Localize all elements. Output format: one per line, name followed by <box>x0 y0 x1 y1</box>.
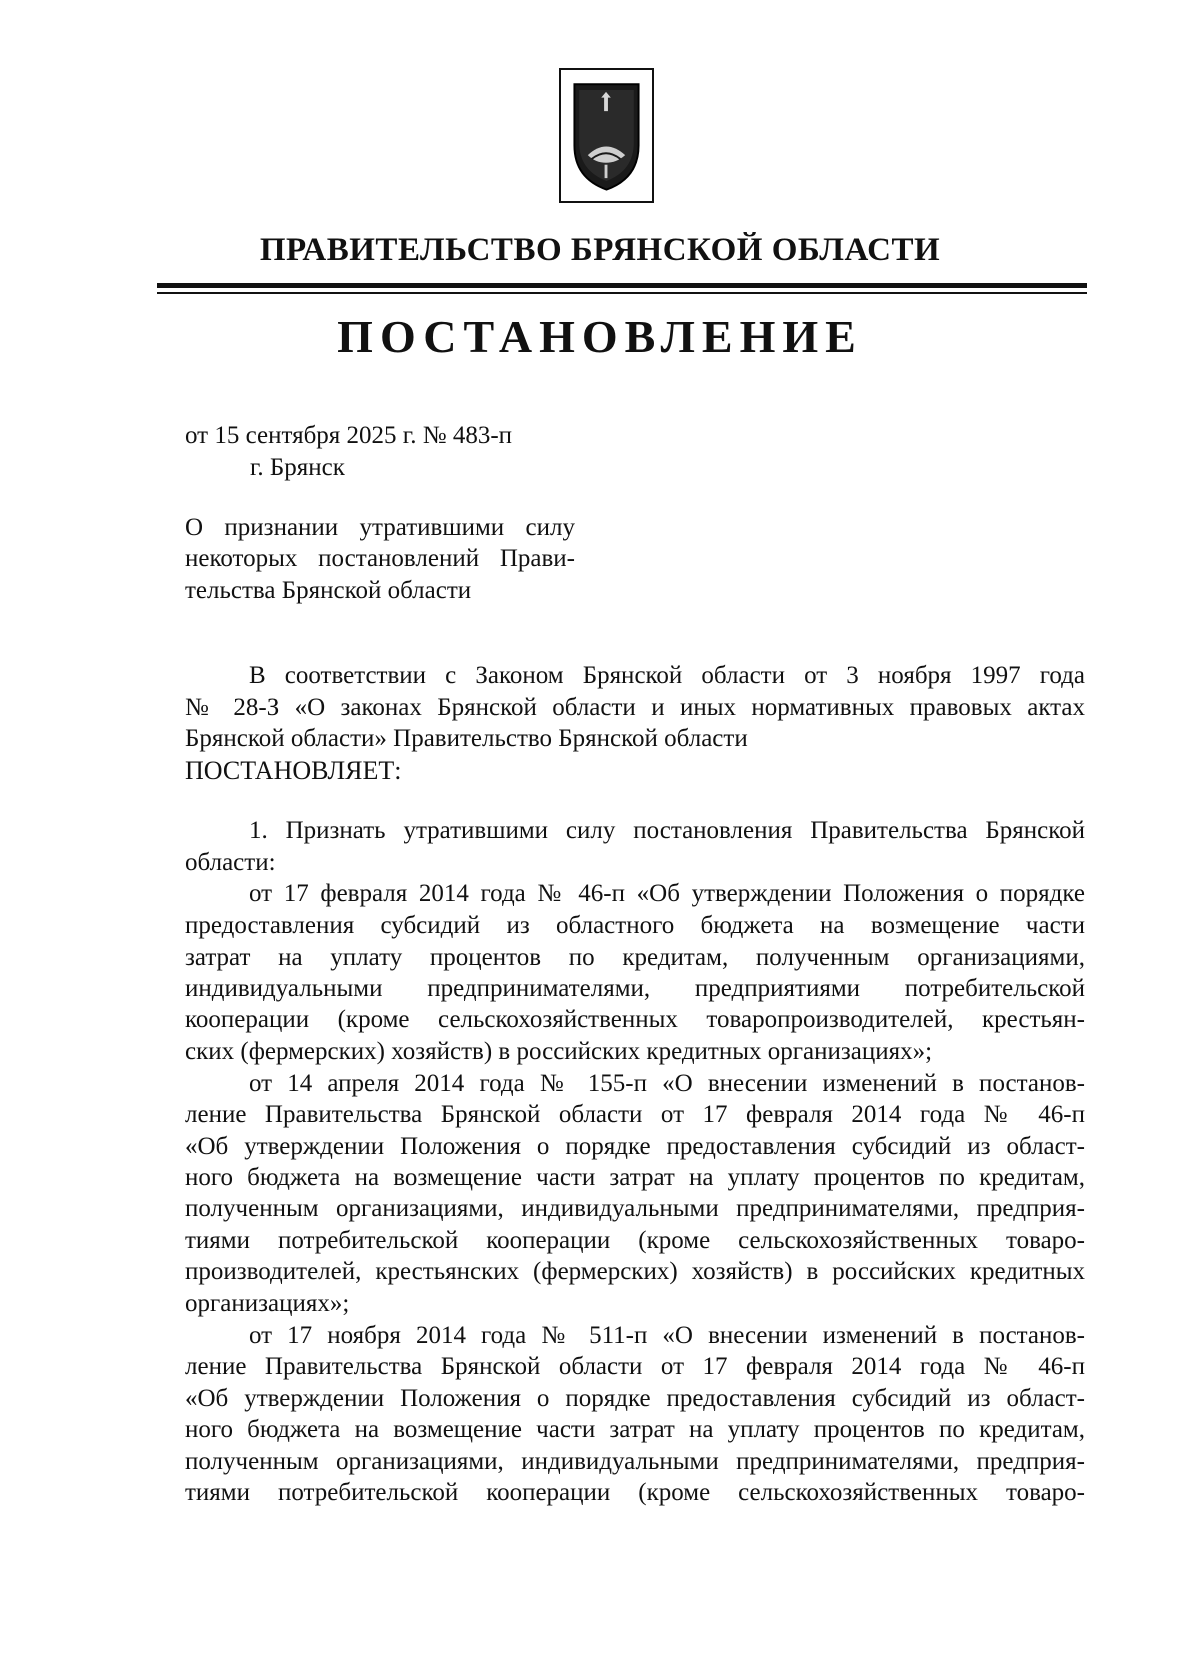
item-line: ление Правительства Брянской области от 17 февраля 2014 года № 46-п <box>185 1101 1085 1128</box>
item-line: тиями потребительской кооперации (кроме сельскохозяйственных товаро- <box>185 1227 1085 1254</box>
coat-of-arms-icon <box>559 68 654 203</box>
item-line: от 14 апреля 2014 года № 155-п «О внесении изменений в постанов- <box>249 1070 1085 1097</box>
date-number: от 15 сентября 2025 г. № 483-п <box>185 422 513 449</box>
item-line: ских (фермерских) хозяйств) в российских кредитных организациях»; <box>185 1038 933 1065</box>
preamble-line: № 28-З «О законах Брянской области и иных нормативных правовых актах <box>185 694 1085 721</box>
preamble-line: Брянской области» Правительство Брянской области <box>185 725 748 752</box>
header-rule-thin <box>157 292 1087 294</box>
item-line: организациях»; <box>185 1290 350 1317</box>
item-line: от 17 ноября 2014 года № 511-п «О внесении изменений в постанов- <box>249 1322 1085 1349</box>
organization-name: ПРАВИТЕЛЬСТВО БРЯНСКОЙ ОБЛАСТИ <box>259 232 941 268</box>
city: г. Брянск <box>250 454 345 481</box>
clause-line: области: <box>185 849 276 876</box>
subject-line: тельства Брянской области <box>185 577 472 604</box>
item-line: индивидуальными предпринимателями, предприятиями потребительской <box>185 975 1085 1002</box>
item-line: ного бюджета на возмещение части затрат на уплату процентов по кредитам, <box>185 1164 1085 1191</box>
item-line: ление Правительства Брянской области от 17 февраля 2014 года № 46-п <box>185 1353 1085 1380</box>
subject-line: некоторых постановлений Прави- <box>185 545 575 572</box>
resolves-keyword: ПОСТАНОВЛЯЕТ: <box>185 756 402 785</box>
item-line: «Об утверждении Положения о порядке предоставления субсидий из област- <box>185 1133 1085 1160</box>
item-line: полученным организациями, индивидуальными предпринимателями, предприя- <box>185 1448 1085 1475</box>
item-line: ного бюджета на возмещение части затрат на уплату процентов по кредитам, <box>185 1416 1085 1443</box>
item-line: тиями потребительской кооперации (кроме сельскохозяйственных товаро- <box>185 1479 1085 1506</box>
item-line: кооперации (кроме сельскохозяйственных товаропроизводителей, крестьян- <box>185 1006 1085 1033</box>
item-line: «Об утверждении Положения о порядке предоставления субсидий из област- <box>185 1385 1085 1412</box>
header-rule-thick <box>157 283 1087 288</box>
clause-line: 1. Признать утратившими силу постановления Правительства Брянской <box>249 817 1085 844</box>
item-line: затрат на уплату процентов по кредитам, полученным организациями, <box>185 944 1085 971</box>
item-line: от 17 февраля 2014 года № 46-п «Об утверждении Положения о порядке <box>249 880 1085 907</box>
item-line: производителей, крестьянских (фермерских) хозяйств) в российских кредитных <box>185 1258 1085 1285</box>
preamble-line: В соответствии с Законом Брянской области от 3 ноября 1997 года <box>249 662 1085 689</box>
item-line: полученным организациями, индивидуальными предпринимателями, предприя- <box>185 1195 1085 1222</box>
document-type: ПОСТАНОВЛЕНИЕ <box>337 311 863 362</box>
item-line: предоставления субсидий из областного бюджета на возмещение части <box>185 912 1085 939</box>
subject-line: О признании утратившими силу <box>185 514 575 541</box>
